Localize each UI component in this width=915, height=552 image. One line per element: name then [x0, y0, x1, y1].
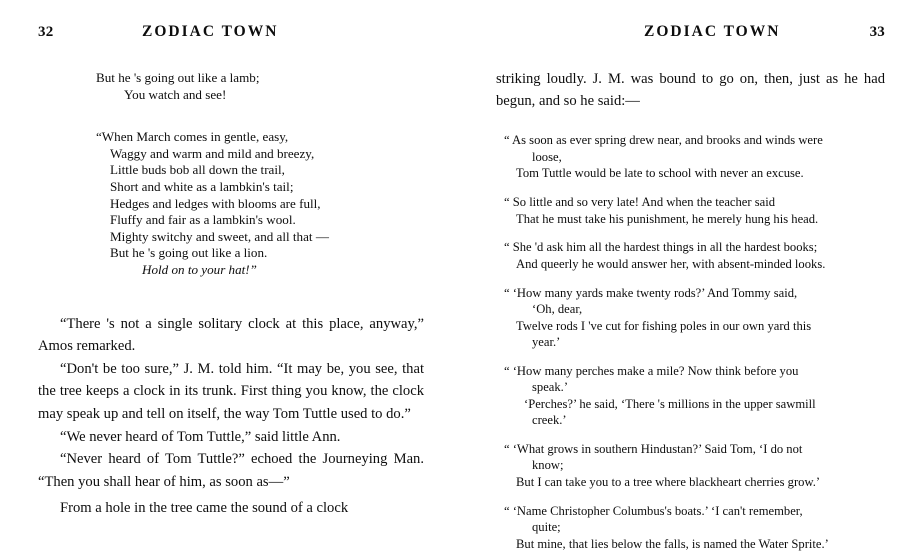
stanza	[504, 285, 885, 351]
verse-line: “ ‘What grows in southern Hindustan?’ Said Tom, ‘I do not	[504, 442, 803, 456]
left-verse-march	[96, 129, 424, 278]
stanza	[504, 363, 885, 429]
right-running-title: ZODIAC TOWN	[644, 23, 781, 40]
verse-line: Waggy and warm and mild and breezy,	[110, 145, 315, 161]
verse-line: But he 's going out like a lion.	[110, 245, 268, 261]
left-verse-top	[96, 70, 424, 103]
right-running-head	[496, 24, 885, 54]
verse-line: loose,	[532, 149, 562, 164]
stanza	[504, 441, 885, 490]
verse-line: “ She 'd ask him all the hardest things in all the hardest books;	[504, 240, 818, 255]
verse-line: Little buds bob all down the trail,	[110, 162, 285, 178]
verse-line: Twelve rods I 've cut for fishing poles in our own yard this	[516, 318, 812, 333]
verse-line-refrain: Hold on to your hat!”	[142, 261, 257, 277]
verse-line: You watch and see!	[124, 86, 227, 102]
verse-line: Mighty switchy and sweet, and all that —	[110, 228, 329, 244]
spacer-left-b	[38, 103, 424, 129]
verse-line: And queerly he would answer her, with absent-minded looks.	[516, 256, 826, 271]
paragraph: “We never heard of Tom Tuttle,” said little Ann.	[60, 428, 341, 445]
verse-line: “ ‘Name Christopher Columbus's boats.’ ‘I can't remember,	[504, 503, 803, 518]
verse-line: ‘Oh, dear,	[532, 302, 583, 317]
paragraph: “Never heard of Tom Tuttle?” echoed the Journeying Man. “Then you shall hear of him, as soon as—”	[38, 451, 424, 490]
right-page	[458, 0, 915, 551]
spacer-right-a	[496, 54, 885, 68]
left-folio: 32	[38, 24, 54, 40]
stanza	[504, 132, 885, 181]
verse-line: But I can take you to a tree where blackheart cherries grow.’	[516, 474, 821, 489]
left-page	[0, 0, 458, 548]
verse-line: Fluffy and fair as a lambkin's wool.	[110, 212, 296, 228]
verse-line: year.’	[532, 334, 561, 349]
verse-line: “ As soon as ever spring drew near, and brooks and winds were	[504, 133, 823, 148]
left-running-title: ZODIAC TOWN	[142, 23, 279, 40]
left-running-head	[38, 24, 424, 54]
right-folio: 33	[869, 24, 885, 40]
paragraph: “There 's not a single solitary clock at this place, anyway,” Amos remarked.	[38, 315, 424, 355]
stanza	[504, 194, 885, 227]
verse-line: Tom Tuttle would be late to school with never an excuse.	[516, 166, 804, 181]
paragraph: From a hole in the tree came the sound of a clock	[60, 500, 349, 517]
stanza	[504, 239, 885, 272]
paragraph: “Don't be too sure,” J. M. told him. “It may be, you see, that the tree keeps a clock in its trunk. First thing you know, the clock may speak up and tell on itself, the way Tom Tuttle used to do.”	[38, 360, 424, 422]
verse-line: But mine, that lies below the falls, is named the Water Sprite.’	[516, 536, 829, 551]
spacer-right-b	[496, 112, 885, 132]
verse-line: “ So little and so very late! And when the teacher said	[504, 195, 776, 210]
stanza	[504, 503, 885, 552]
verse-line: quite;	[532, 520, 561, 535]
verse-line: “ ‘How many perches make a mile? Now think before you	[504, 363, 799, 378]
right-prose	[496, 68, 885, 112]
verse-line: know;	[532, 458, 564, 473]
spacer-left-a	[38, 54, 424, 70]
spacer-left-c	[38, 279, 424, 313]
left-prose	[38, 313, 424, 520]
right-verse	[504, 132, 885, 552]
verse-line: Hedges and ledges with blooms are full,	[110, 195, 321, 211]
verse-line: But he 's going out like a lamb;	[96, 70, 260, 85]
verse-line: “ ‘How many yards make twenty rods?’ And Tommy said,	[504, 285, 798, 300]
verse-line: That he must take his punishment, he merely hung his head.	[516, 211, 819, 226]
verse-line: Short and white as a lambkin's tail;	[110, 178, 294, 194]
verse-line: ‘Perches?’ he said, ‘There 's millions in the upper sawmill	[524, 396, 816, 411]
verse-line: “When March comes in gentle, easy,	[96, 129, 289, 145]
verse-line: speak.’	[532, 380, 569, 395]
verse-line: creek.’	[532, 413, 567, 428]
paragraph: striking loudly. J. M. was bound to go on, then, just as he had begun, and so he said:—	[496, 71, 885, 110]
